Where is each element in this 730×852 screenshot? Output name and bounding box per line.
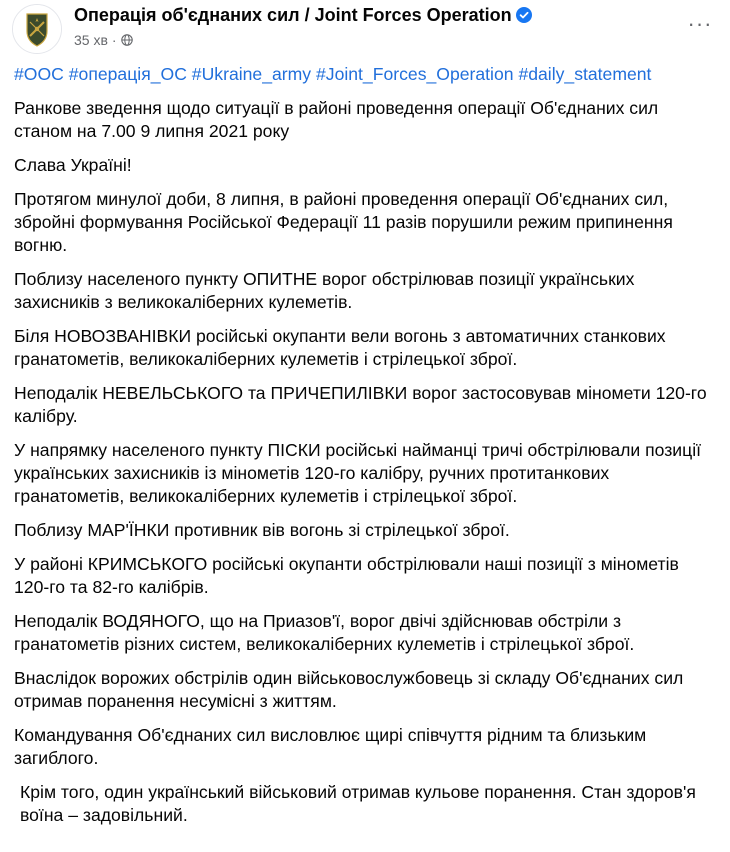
post-paragraph: Неподалік НЕВЕЛЬСЬКОГО та ПРИЧЕПИЛІВКИ ворог застосовував міномети 120-го калібру.	[14, 383, 707, 426]
post-meta	[74, 32, 133, 48]
post-paragraph: Поблизу МАР'ЇНКИ противник вів вогонь зі стрілецької зброї.	[14, 520, 510, 540]
avatar[interactable]	[12, 4, 62, 54]
post-paragraph: Командування Об'єднаних сил висловлює щирі співчуття рідним та близьким загиблого.	[14, 725, 647, 768]
post-paragraph: Протягом минулої доби, 8 липня, в районі проведення операції Об'єднаних сил, збройні формування Російської Федерації 11 разів порушили режим припинення вогню.	[14, 189, 673, 255]
post-paragraph: Неподалік ВОДЯНОГО, що на Приазов'ї, ворог двічі здійснював обстріли з гранатометів різних систем, великокаліберних кулеметів і стрілецької зброї.	[14, 611, 635, 654]
post-paragraph: Внаслідок ворожих обстрілів один військовослужбовець зі складу Об'єднаних сил отримав поранення несумісні з життям.	[14, 668, 684, 711]
verified-badge-icon	[516, 7, 532, 23]
post-timestamp[interactable]: 35 хв	[74, 32, 108, 48]
meta-separator: ·	[111, 32, 117, 48]
joint-forces-emblem-icon	[13, 5, 61, 53]
hashtag-link[interactable]: #операція_ОС	[68, 64, 187, 84]
hashtag-link[interactable]: #Ukraine_army	[191, 64, 312, 84]
hashtag-list	[14, 63, 714, 86]
post-paragraph: У напрямку населеного пункту ПІСКИ російські найманці тричі обстрілювали позиції українських захисників із мінометів 120-го калібру, ручних протитанкових гранатометів, великокаліберних кулеметів і стрілецької зброї.	[14, 440, 701, 506]
post-header	[12, 4, 718, 54]
post-paragraph: Ранкове зведення щодо ситуації в районі проведення операції Об'єднаних сил станом на 7.00 9 липня 2021 року	[14, 98, 659, 141]
hashtag-link[interactable]: #daily_statement	[518, 64, 652, 84]
page-name[interactable]	[74, 5, 532, 26]
post-paragraph: Поблизу населеного пункту ОПИТНЕ ворог обстрілював позиції українських захисників з великокаліберних кулеметів.	[14, 269, 635, 312]
post-paragraph: У районі КРИМСЬКОГО російські окупанти обстрілювали наші позиції з мінометів 120-го та 82-го калібрів.	[14, 554, 679, 597]
post-paragraph: Крім того, один український військовий отримав кульове поранення. Стан здоров'я воїна – задовільний.	[20, 782, 696, 825]
hashtag-link[interactable]: #Joint_Forces_Operation	[315, 64, 514, 84]
more-options-icon: ···	[687, 11, 713, 36]
hashtag-link[interactable]: #ООС	[14, 64, 64, 84]
post-body	[14, 63, 714, 838]
page-name-text[interactable]: Операція об'єднаних сил / Joint Forces Operation	[74, 5, 512, 25]
more-options-button[interactable]	[682, 10, 718, 46]
globe-icon[interactable]	[121, 34, 133, 46]
post-paragraph: Слава Україні!	[14, 155, 132, 175]
post-paragraph: Біля НОВОЗВАНІВКИ російські окупанти вели вогонь з автоматичних станкових гранатометів, великокаліберних кулеметів і стрілецької зброї.	[14, 326, 666, 369]
